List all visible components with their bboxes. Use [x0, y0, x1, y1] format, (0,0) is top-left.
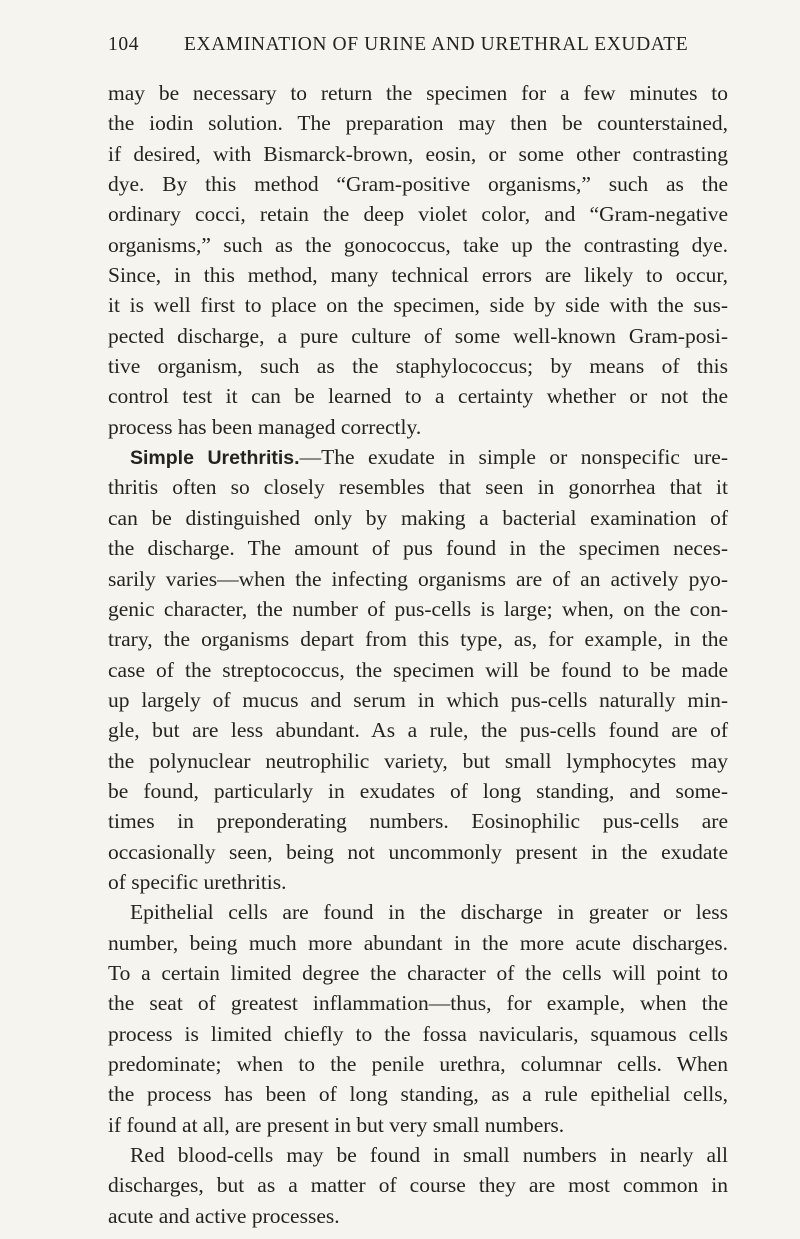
text-line: be found, particularly in exudates of long standing, and some-: [108, 778, 728, 803]
text-line: if found at all, are present in but very small numbers.: [108, 1112, 565, 1137]
text-line: the process has been of long standing, as a rule epithelial cells,: [108, 1082, 728, 1107]
text-line: organisms,” such as the gonococcus, take up the contrasting dye.: [108, 232, 728, 257]
text-line: genic character, the number of pus-cells is large; when, on the con-: [108, 596, 728, 621]
page-number: 104: [108, 34, 140, 55]
text-line: number, being much more abundant in the more acute discharges.: [108, 930, 728, 955]
text-line: predominate; when to the penile urethra, columnar cells. When: [108, 1052, 728, 1076]
simple-urethritis-paragraph: [108, 442, 728, 897]
section-heading: Simple Urethritis.: [130, 447, 300, 470]
text-line: control test it can be learned to a certainty whether or not the: [108, 384, 728, 409]
page-header: [108, 34, 728, 64]
text-line: process is limited chiefly to the fossa navicularis, squamous cells: [108, 1021, 728, 1046]
text-line: process has been managed correctly.: [108, 414, 422, 439]
text-line: tive organism, such as the staphylococcus; by means of this: [108, 354, 728, 379]
body-text: [108, 78, 728, 1231]
text-line: thritis often so closely resembles that seen in gonorrhea that it: [108, 475, 728, 500]
text-line: Epithelial cells are found in the discharge in greater or less: [130, 900, 728, 925]
text-line: if desired, with Bismarck-brown, eosin, or some other contrasting: [108, 141, 728, 166]
text-line: can be distinguished only by making a bacterial examination of: [108, 505, 728, 530]
gram-stain-paragraph: [108, 78, 728, 442]
text-line: it is well first to place on the specimen, side by side with the sus-: [108, 293, 728, 318]
text-line: sarily varies—when the infecting organisms are of an actively pyo-: [108, 566, 728, 591]
text-line: To a certain limited degree the character of the cells will point to: [108, 960, 728, 985]
text-line: discharges, but as a matter of course they are most common in: [108, 1173, 728, 1198]
text-line: the polynuclear neutrophilic variety, but small lymphocytes may: [108, 748, 728, 773]
text-line: gle, but are less abundant. As a rule, the pus-cells found are of: [108, 718, 728, 743]
text-line: Since, in this method, many technical errors are likely to occur,: [108, 263, 728, 288]
text-line: pected discharge, a pure culture of some well-known Gram-posi-: [108, 323, 728, 348]
running-head: EXAMINATION OF URINE AND URETHRAL EXUDATE: [184, 34, 689, 55]
text-line: trary, the organisms depart from this type, as, for example, in the: [108, 627, 728, 652]
section-first-line: [108, 442, 728, 472]
text-line: times in preponderating numbers. Eosinophilic pus-cells are: [108, 809, 728, 834]
section-first-line-text: —The exudate in simple or nonspecific ure-: [299, 445, 728, 470]
text-line: case of the streptococcus, the specimen will be found to be made: [108, 657, 728, 682]
text-line: of specific urethritis.: [108, 869, 287, 894]
text-line: ordinary cocci, retain the deep violet color, and “Gram-negative: [108, 202, 728, 227]
red-blood-cells-paragraph: [108, 1140, 728, 1231]
text-line: dye. By this method “Gram-positive organisms,” such as the: [108, 172, 728, 197]
text-line: up largely of mucus and serum in which pus-cells naturally min-: [108, 687, 728, 712]
text-line: may be necessary to return the specimen for a few minutes to: [108, 81, 728, 105]
text-line: the iodin solution. The preparation may then be counterstained,: [108, 111, 728, 136]
text-line: acute and active processes.: [108, 1203, 340, 1228]
epithelial-cells-paragraph: [108, 897, 728, 1140]
text-line: occasionally seen, being not uncommonly present in the exudate: [108, 839, 728, 864]
text-line: Red blood-cells may be found in small numbers in nearly all: [130, 1143, 728, 1168]
text-line: the discharge. The amount of pus found in the specimen neces-: [108, 536, 728, 561]
text-line: the seat of greatest inflammation—thus, for example, when the: [108, 991, 728, 1016]
